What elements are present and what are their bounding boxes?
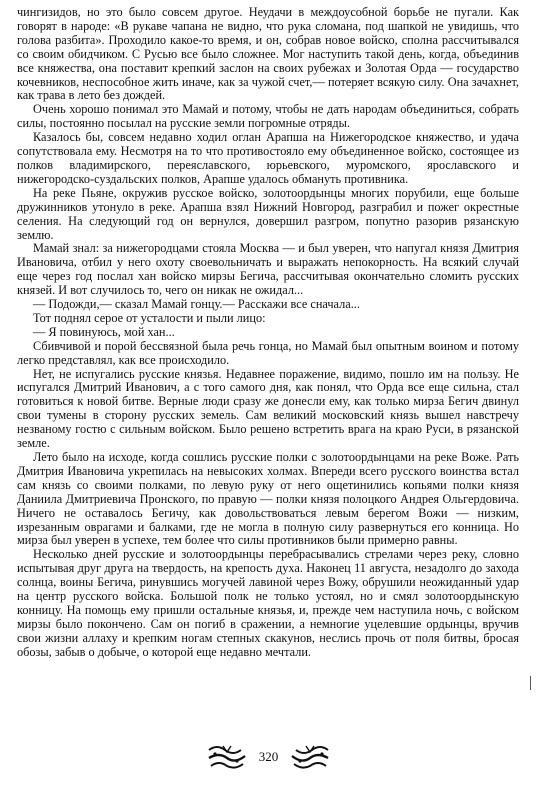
paragraph-5: Мамай знал: за нижегородцами стояла Москва — и был уверен, что напугал князя Дмитрия Ивановича, отбил у него охоту своевольничать и выражать непокорность. На всякий случай еще через год послал хан войско мирзы Бегича, рассчитывая окончательно сломить русских князей. И вот случилось то, чего он никак не ожидал... bbox=[17, 241, 519, 298]
paragraph-3: Казалось бы, совсем недавно ходил оглан Арапша на Нижегородское княжество, и удача сопутствовала ему. Несмотря на то что противостояло ему объединенное войско, состоящее из полков владимирского, переяславского, юрьевского, муромского, ярославского и нижегородско-суздальских полков, Арапше удалось обмануть противника. bbox=[17, 130, 519, 186]
paragraph-2: Очень хорошо понимал это Мамай и потому, чтобы не дать народам объединиться, собрать силы, постоянно посылал на русские земли погромные отряды. bbox=[17, 102, 519, 131]
ornament-left-icon bbox=[205, 742, 249, 772]
body-text bbox=[17, 6, 519, 660]
paragraph-7: Тот поднял серое от усталости и пыли лицо: bbox=[33, 310, 266, 325]
paragraph-9: Сбивчивой и порой бессвязной была речь гонца, но Мамай был опытным воином и потому легко представлял, как все происходило. bbox=[17, 338, 519, 367]
paragraph-6: — Подожди,— сказал Мамай гонцу.— Расскажи все сначала... bbox=[33, 297, 360, 312]
paragraph-11: Лето было на исходе, когда сошлись русские полки с золотоордынцами на реке Воже. Рать Дмитрия Ивановича укрепилась на невысоких холмах. Впереди всего русского воинства встал сам князь со своими полками, по левую руку от него ощетинились копьями полки князя Даниила Дмитриевича Пронского, по правую — полки князя полоцкого Андрея Ольгердовича. Ничего не оставалось Бегичу, как довольствоваться левым берегом Вожи — низким, изрезанным оврагами и балками, где не могла в полную силу развернуться его конница. Но мирза был уверен в успехе, тем более что силы противников были примерно равны. bbox=[17, 450, 519, 548]
page-footer bbox=[0, 742, 537, 772]
margin-mark bbox=[530, 676, 531, 690]
page-number: 320 bbox=[258, 749, 279, 764]
paragraph-10: Нет, не испугались русские князья. Недавнее поражение, видимо, пошло им на пользу. Не испугался Дмитрий Иванович, а с того самого дня, как понял, что Орда все еще сильна, стал готовиться к новой битве. Верные люди сразу же донесли ему, как только мирза Бегич двинул свои тумены в сторону русских земель. Сам великий московский князь вышел навстречу незваному гостю с сильным войском. Было решено встретить врага на краю Руси, в рязанской земле. bbox=[17, 366, 519, 451]
paragraph-4: На реке Пьяне, окружив русское войско, золотоордынцы многих порубили, еще больше дружинников утонуло в реке. Арапша взял Нижний Новгород, разграбил и пожег окрестные селения. На следующий год он вернулся, довершил разгром, попутно разорив рязанскую землю. bbox=[17, 185, 519, 242]
paragraph-8: — Я повинуюсь, мой хан... bbox=[33, 324, 175, 339]
paragraph-12: Несколько дней русские и золотоордынцы перебрасывались стрелами через реку, словно испытывая друг друга на твердость, на крепость духа. Наконец 11 августа, незадолго до захода солнца, воины Бегича, ринувшись могучей лавиной через Вожу, обрушили неожиданный удар на центр русского войска. Большой полк не только устоял, но и смял золотоордынскую конницу. На помощь ему пришли остальные князья, и, прежде чем наступила ночь, с войском мирзы было покончено. Сам он погиб в сражении, а немногие уцелевшие ордынцы, вручив свои жизни аллаху и крепким ногам степных скакунов, неслись прочь от поля битвы, бросая обозы, забыв о добыче, о которой еще недавно мечтали. bbox=[17, 547, 519, 659]
ornament-right-icon bbox=[288, 742, 332, 772]
paragraph-1: чингизидов, но это было совсем другое. Неудачи в междоусобной борьбе не пугали. Как говорят в народе: «В рукаве чапана не видно, что рука сломана, под шапкой не увидишь, что голова разбита». Проходило какое-то время, и он, собрав новое войско, сполна рассчитывался со своим обидчиком. С Русью все было сложнее. Мог наступить такой день, когда, объединив все княжества, она поставит крепкий заслон на своих рубежах и Золотая Орда — государство кочевников, неспособное жить иначе, как за чужой счет,— потеряет всякую силу. Она зачахнет, как трава в лето без дождей. bbox=[17, 5, 519, 103]
